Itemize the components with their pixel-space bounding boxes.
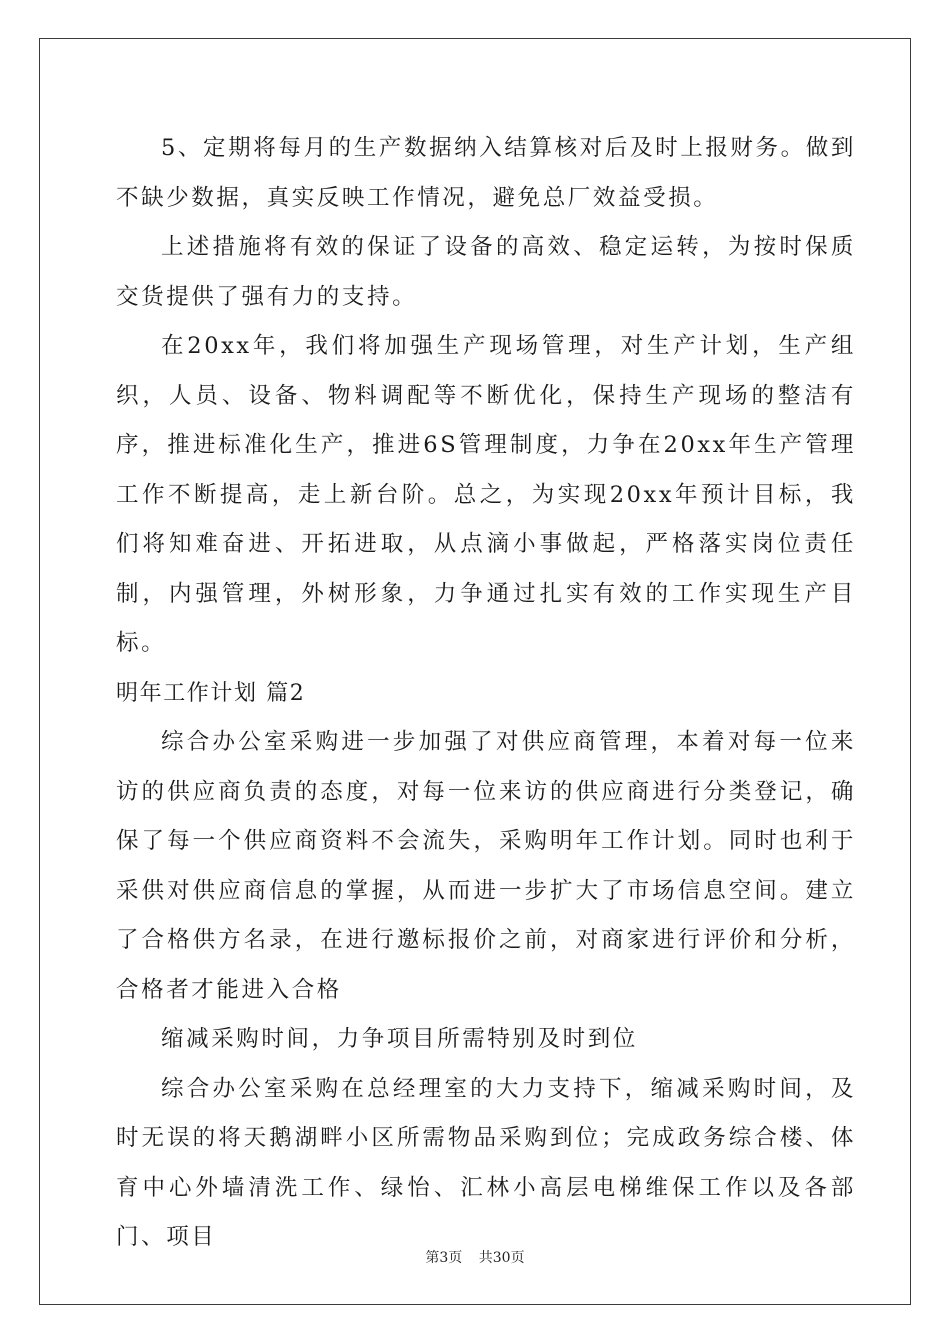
document-body [116, 124, 856, 1263]
section-paragraph-2: 缩减采购时间，力争项目所需特别及时到位 [161, 1026, 638, 1052]
section-heading: 明年工作计划 篇2 [116, 680, 306, 706]
section-paragraph-1: 综合办公室采购进一步加强了对供应商管理，本着对每一位来访的供应商负责的态度，对每一位来访的供应商进行分类登记，确保了每一个供应商资料不会流失，采购明年工作计划。同时也利于采供对供应商信息的掌握，从而进一步扩大了市场信息空间。建立了合格供方名录，在进行邀标报价之前，对商家进行评价和分析，合格者才能进入合格 [116, 729, 856, 1003]
paragraph-1: 5、定期将每月的生产数据纳入结算核对后及时上报财务。做到不缺少数据，真实反映工作情况，避免总厂效益受损。 [116, 135, 856, 211]
page-footer [0, 1247, 950, 1267]
section-paragraph-3: 综合办公室采购在总经理室的大力支持下，缩减采购时间，及时无误的将天鹅湖畔小区所需物品采购到位；完成政务综合楼、体育中心外墙清洗工作、绿怡、汇林小高层电梯维保工作以及各部门、项目 [116, 1075, 856, 1250]
paragraph-2: 上述措施将有效的保证了设备的高效、稳定运转，为按时保质交货提供了强有力的支持。 [116, 234, 856, 310]
page-number-total: 共30页 [478, 1250, 525, 1266]
paragraph-3: 在20xx年，我们将加强生产现场管理，对生产计划，生产组织，人员、设备、物料调配等不断优化，保持生产现场的整洁有序，推进标准化生产，推进6S管理制度，力争在20xx年生产管理工作不断提高，走上新台阶。总之，为实现20xx年预计目标，我们将知难奋进、开拓进取，从点滴小事做起，严格落实岗位责任制，内强管理，外树形象，力争通过扎实有效的工作实现生产目标。 [116, 333, 856, 656]
page-number-current: 第3页 [425, 1250, 463, 1266]
